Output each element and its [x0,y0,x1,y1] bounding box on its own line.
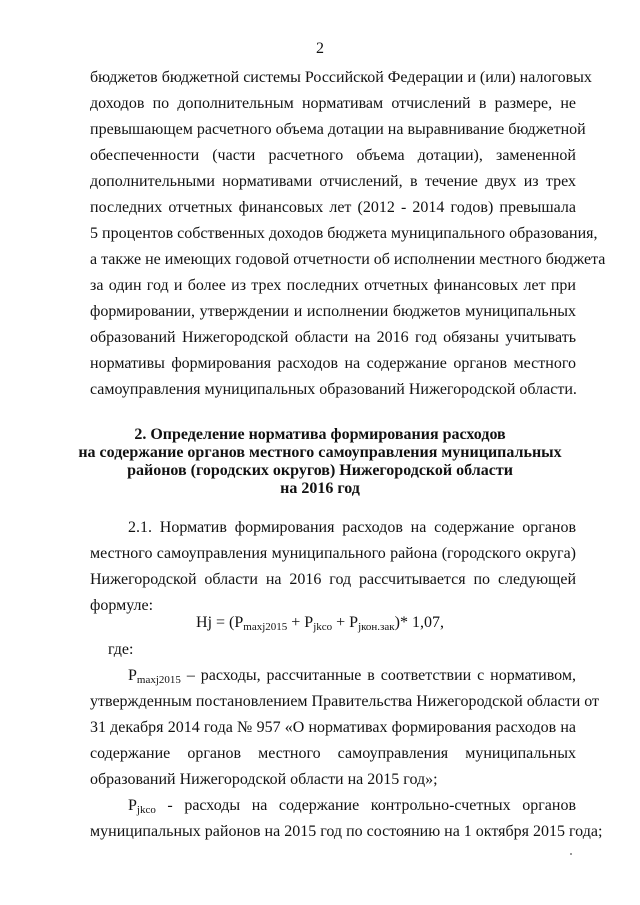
definition-line: содержание органов местного самоуправления муниципальных [90,745,576,762]
text-line: образований Нижегородской области на 2016 год обязаны учитывать [90,329,576,346]
page-number: 2 [316,40,324,57]
section-heading-line: на 2016 год [280,480,360,497]
text-line: превышающем расчетного объема дотации на выравнивание бюджетной [90,121,586,138]
definition-line: муниципальных районов на 2015 год по состоянию на 1 октября 2015 года; [90,823,603,840]
text-line: бюджетов бюджетной системы Российской Федерации и (или) налоговых [90,69,592,86]
text-line: 5 процентов собственных доходов бюджета муниципального образования, [90,225,598,242]
where-label: где: [108,641,134,658]
section-heading-line: на содержание органов местного самоуправления муниципальных [78,444,562,461]
section-heading-line: районов (городских округов) Нижегородской области [127,462,513,479]
text-line: за один год и более из трех последних отчетных финансовых лет при [90,277,576,294]
text-line: местного самоуправления муниципального района (городского округа) [90,545,576,562]
formula: $Hj = (P_{maxj2015} + P_{jkco} + P_{jкон.зак})*$ 1,07, [196,614,444,633]
text-line: нормативы формирования расходов на содержание органов местного [90,355,576,372]
text-line: 2.1. Норматив формирования расходов на содержание органов [128,519,576,536]
definition-line: утвержденным постановлением Правительства Нижегородской области от [90,693,600,710]
text-line: Нижегородской области на 2016 год рассчитывается по следующей [90,571,576,588]
definition-line: $P_{jkco}$ - расходы на содержание контрольно-счетных органов [128,797,576,816]
text-line: а также не имеющих годовой отчетности об исполнении местного бюджета [90,251,606,268]
definition-line: $P_{maxj2015}$ – расходы, рассчитанные в соответствии с нормативом, [128,667,576,686]
text-line: формуле: [90,597,154,614]
text-line: формировании, утверждении и исполнении бюджетов муниципальных [90,303,576,320]
text-line: доходов по дополнительным нормативам отчислений в размере, не [90,95,576,112]
text-line: последних отчетных финансовых лет (2012 - 2014 годов) превышала [90,199,576,216]
text-line: самоуправления муниципальных образований Нижегородской области. [90,381,577,398]
scan-speck [570,853,572,855]
definition-line: 31 декабря 2014 года № 957 «О нормативах формирования расходов на [90,719,576,736]
text-line: обеспеченности (части расчетного объема дотации), замененной [90,147,576,164]
text-line: дополнительными нормативами отчислений, в течение двух из трех [90,173,576,190]
section-heading-line: 2. Определение норматива формирования расходов [134,426,506,443]
definition-line: образований Нижегородской области на 2015 год»; [90,771,438,788]
